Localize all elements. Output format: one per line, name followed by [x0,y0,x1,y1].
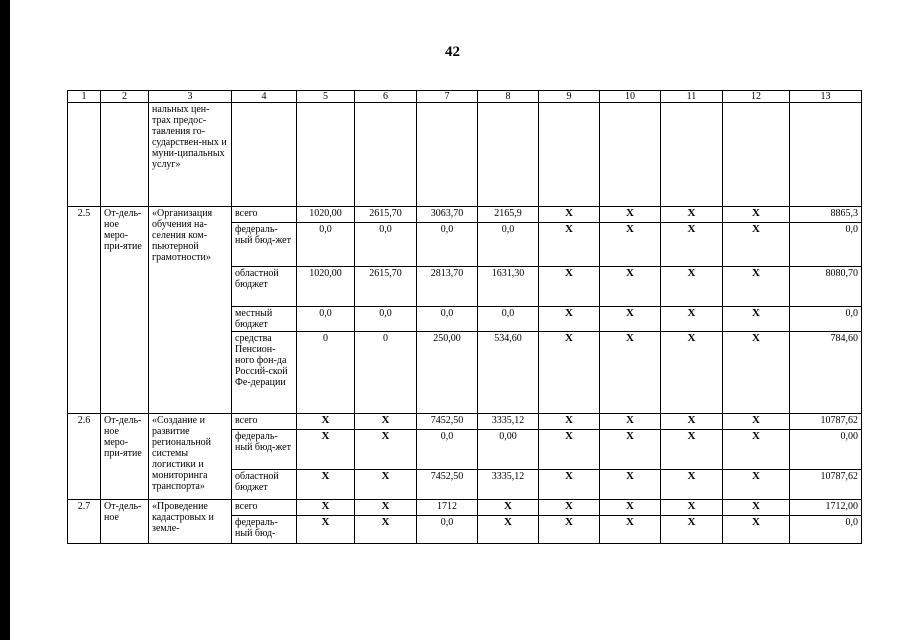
funding-source-cell: федераль-ный бюд-жет [232,223,297,267]
event-type-cell: От-дель-ное [101,500,149,544]
value-cell: X [600,307,661,332]
value-cell: X [600,207,661,223]
event-type-cell: От-дель-ное меро-при-ятие [101,207,149,414]
value-cell: 2615,70 [355,207,417,223]
header-row [68,91,862,103]
value-cell: X [661,430,723,470]
program-funding-table [67,90,862,544]
header-cell: 5 [297,91,355,103]
value-cell: X [723,500,790,516]
value-cell: 0,0 [790,307,862,332]
value-cell: X [478,516,539,544]
value-cell: X [600,332,661,414]
value-cell: 0 [297,332,355,414]
value-cell: X [539,516,600,544]
value-cell: X [723,430,790,470]
empty-cell [661,103,723,207]
value-cell: 0,0 [790,516,862,544]
value-cell: 10787,62 [790,414,862,430]
value-cell: 784,60 [790,332,862,414]
funding-row [68,414,862,430]
header-cell: 10 [600,91,661,103]
value-cell: 0,0 [417,430,478,470]
empty-cell [478,103,539,207]
value-cell: X [661,307,723,332]
value-cell: 1020,00 [297,267,355,307]
event-name-cell: «Проведение кадастровых и земле- [149,500,232,544]
value-cell: X [723,516,790,544]
header-cell: 3 [149,91,232,103]
value-cell: X [723,223,790,267]
empty-cell [723,103,790,207]
value-cell: X [661,414,723,430]
empty-cell [297,103,355,207]
value-cell: 8865,3 [790,207,862,223]
value-cell: X [355,470,417,500]
funding-row [68,500,862,516]
value-cell: 8080,70 [790,267,862,307]
funding-source-cell: всего [232,207,297,223]
value-cell: X [661,332,723,414]
value-cell: X [723,470,790,500]
value-cell: X [661,470,723,500]
value-cell: 3335,12 [478,414,539,430]
value-cell: X [297,516,355,544]
header-cell: 2 [101,91,149,103]
value-cell: X [723,267,790,307]
value-cell: 0 [355,332,417,414]
value-cell: X [600,500,661,516]
funding-source-cell: федераль-ный бюд- [232,516,297,544]
value-cell: 0,0 [417,516,478,544]
value-cell: X [661,516,723,544]
value-cell: X [539,430,600,470]
value-cell: X [661,223,723,267]
value-cell: X [539,307,600,332]
value-cell: X [723,307,790,332]
value-cell: 3063,70 [417,207,478,223]
value-cell: X [478,500,539,516]
empty-cell [232,103,297,207]
page-number: 42 [445,44,460,60]
event-name-cell: «Организация обучения на-селения ком-пьютерной грамотности» [149,207,232,414]
value-cell: 7452,50 [417,470,478,500]
empty-cell [539,103,600,207]
value-cell: X [723,207,790,223]
value-cell: X [661,207,723,223]
value-cell: 7452,50 [417,414,478,430]
header-cell: 1 [68,91,101,103]
value-cell: 0,0 [417,223,478,267]
funding-source-cell: федераль-ный бюд-жет [232,430,297,470]
value-cell: 0,00 [478,430,539,470]
header-cell: 11 [661,91,723,103]
value-cell: 0,0 [355,307,417,332]
value-cell: X [355,500,417,516]
value-cell: 250,00 [417,332,478,414]
value-cell: 3335,12 [478,470,539,500]
value-cell: 0,0 [355,223,417,267]
funding-source-cell: средства Пенсион-ного фон-да Россий-ской Фе-дерации [232,332,297,414]
header-cell: 6 [355,91,417,103]
value-cell: 1020,00 [297,207,355,223]
value-cell: 2615,70 [355,267,417,307]
value-cell: 0,0 [790,223,862,267]
empty-cell [417,103,478,207]
empty-cell [790,103,862,207]
value-cell: X [661,267,723,307]
funding-source-cell: областной бюджет [232,267,297,307]
header-cell: 13 [790,91,862,103]
value-cell: X [661,500,723,516]
scan-left-edge [0,0,10,640]
value-cell: X [600,470,661,500]
funding-source-cell: всего [232,414,297,430]
value-cell: X [539,470,600,500]
value-cell: X [539,267,600,307]
value-cell: X [600,430,661,470]
value-cell: X [539,332,600,414]
value-cell: 0,0 [297,223,355,267]
value-cell: X [723,414,790,430]
table-body [68,91,862,544]
funding-source-cell: областной бюджет [232,470,297,500]
value-cell: X [539,207,600,223]
header-cell: 8 [478,91,539,103]
funding-source-cell: всего [232,500,297,516]
event-type-cell: От-дель-ное меро-при-ятие [101,414,149,500]
empty-cell [68,103,101,207]
value-cell: 534,60 [478,332,539,414]
value-cell: X [600,414,661,430]
empty-cell [101,103,149,207]
header-cell: 9 [539,91,600,103]
value-cell: 2813,70 [417,267,478,307]
funding-row [68,207,862,223]
value-cell: 1712,00 [790,500,862,516]
value-cell: X [355,414,417,430]
value-cell: 0,0 [417,307,478,332]
header-cell: 7 [417,91,478,103]
value-cell: 1631,30 [478,267,539,307]
value-cell: X [539,223,600,267]
event-number-cell: 2.6 [68,414,101,500]
value-cell: 2165,9 [478,207,539,223]
value-cell: X [539,500,600,516]
value-cell: X [297,414,355,430]
event-name-cell: «Создание и развитие региональной системы логистики и мониторинга транспорта» [149,414,232,500]
value-cell: 0,00 [790,430,862,470]
empty-cell [600,103,661,207]
value-cell: 10787,62 [790,470,862,500]
value-cell: X [723,332,790,414]
event-number-cell: 2.5 [68,207,101,414]
header-cell: 4 [232,91,297,103]
value-cell: X [600,516,661,544]
event-name-cell: нальных цен-трах предос-тавления го-сударствен-ных и муни-ципальных услуг» [149,103,232,207]
continuation-row [68,103,862,207]
value-cell: X [539,414,600,430]
value-cell: 0,0 [297,307,355,332]
value-cell: X [600,223,661,267]
value-cell: X [297,470,355,500]
value-cell: 1712 [417,500,478,516]
value-cell: 0,0 [478,223,539,267]
value-cell: X [297,500,355,516]
value-cell: X [297,430,355,470]
value-cell: 0,0 [478,307,539,332]
empty-cell [355,103,417,207]
value-cell: X [600,267,661,307]
header-cell: 12 [723,91,790,103]
value-cell: X [355,430,417,470]
funding-source-cell: местный бюджет [232,307,297,332]
value-cell: X [355,516,417,544]
event-number-cell: 2.7 [68,500,101,544]
